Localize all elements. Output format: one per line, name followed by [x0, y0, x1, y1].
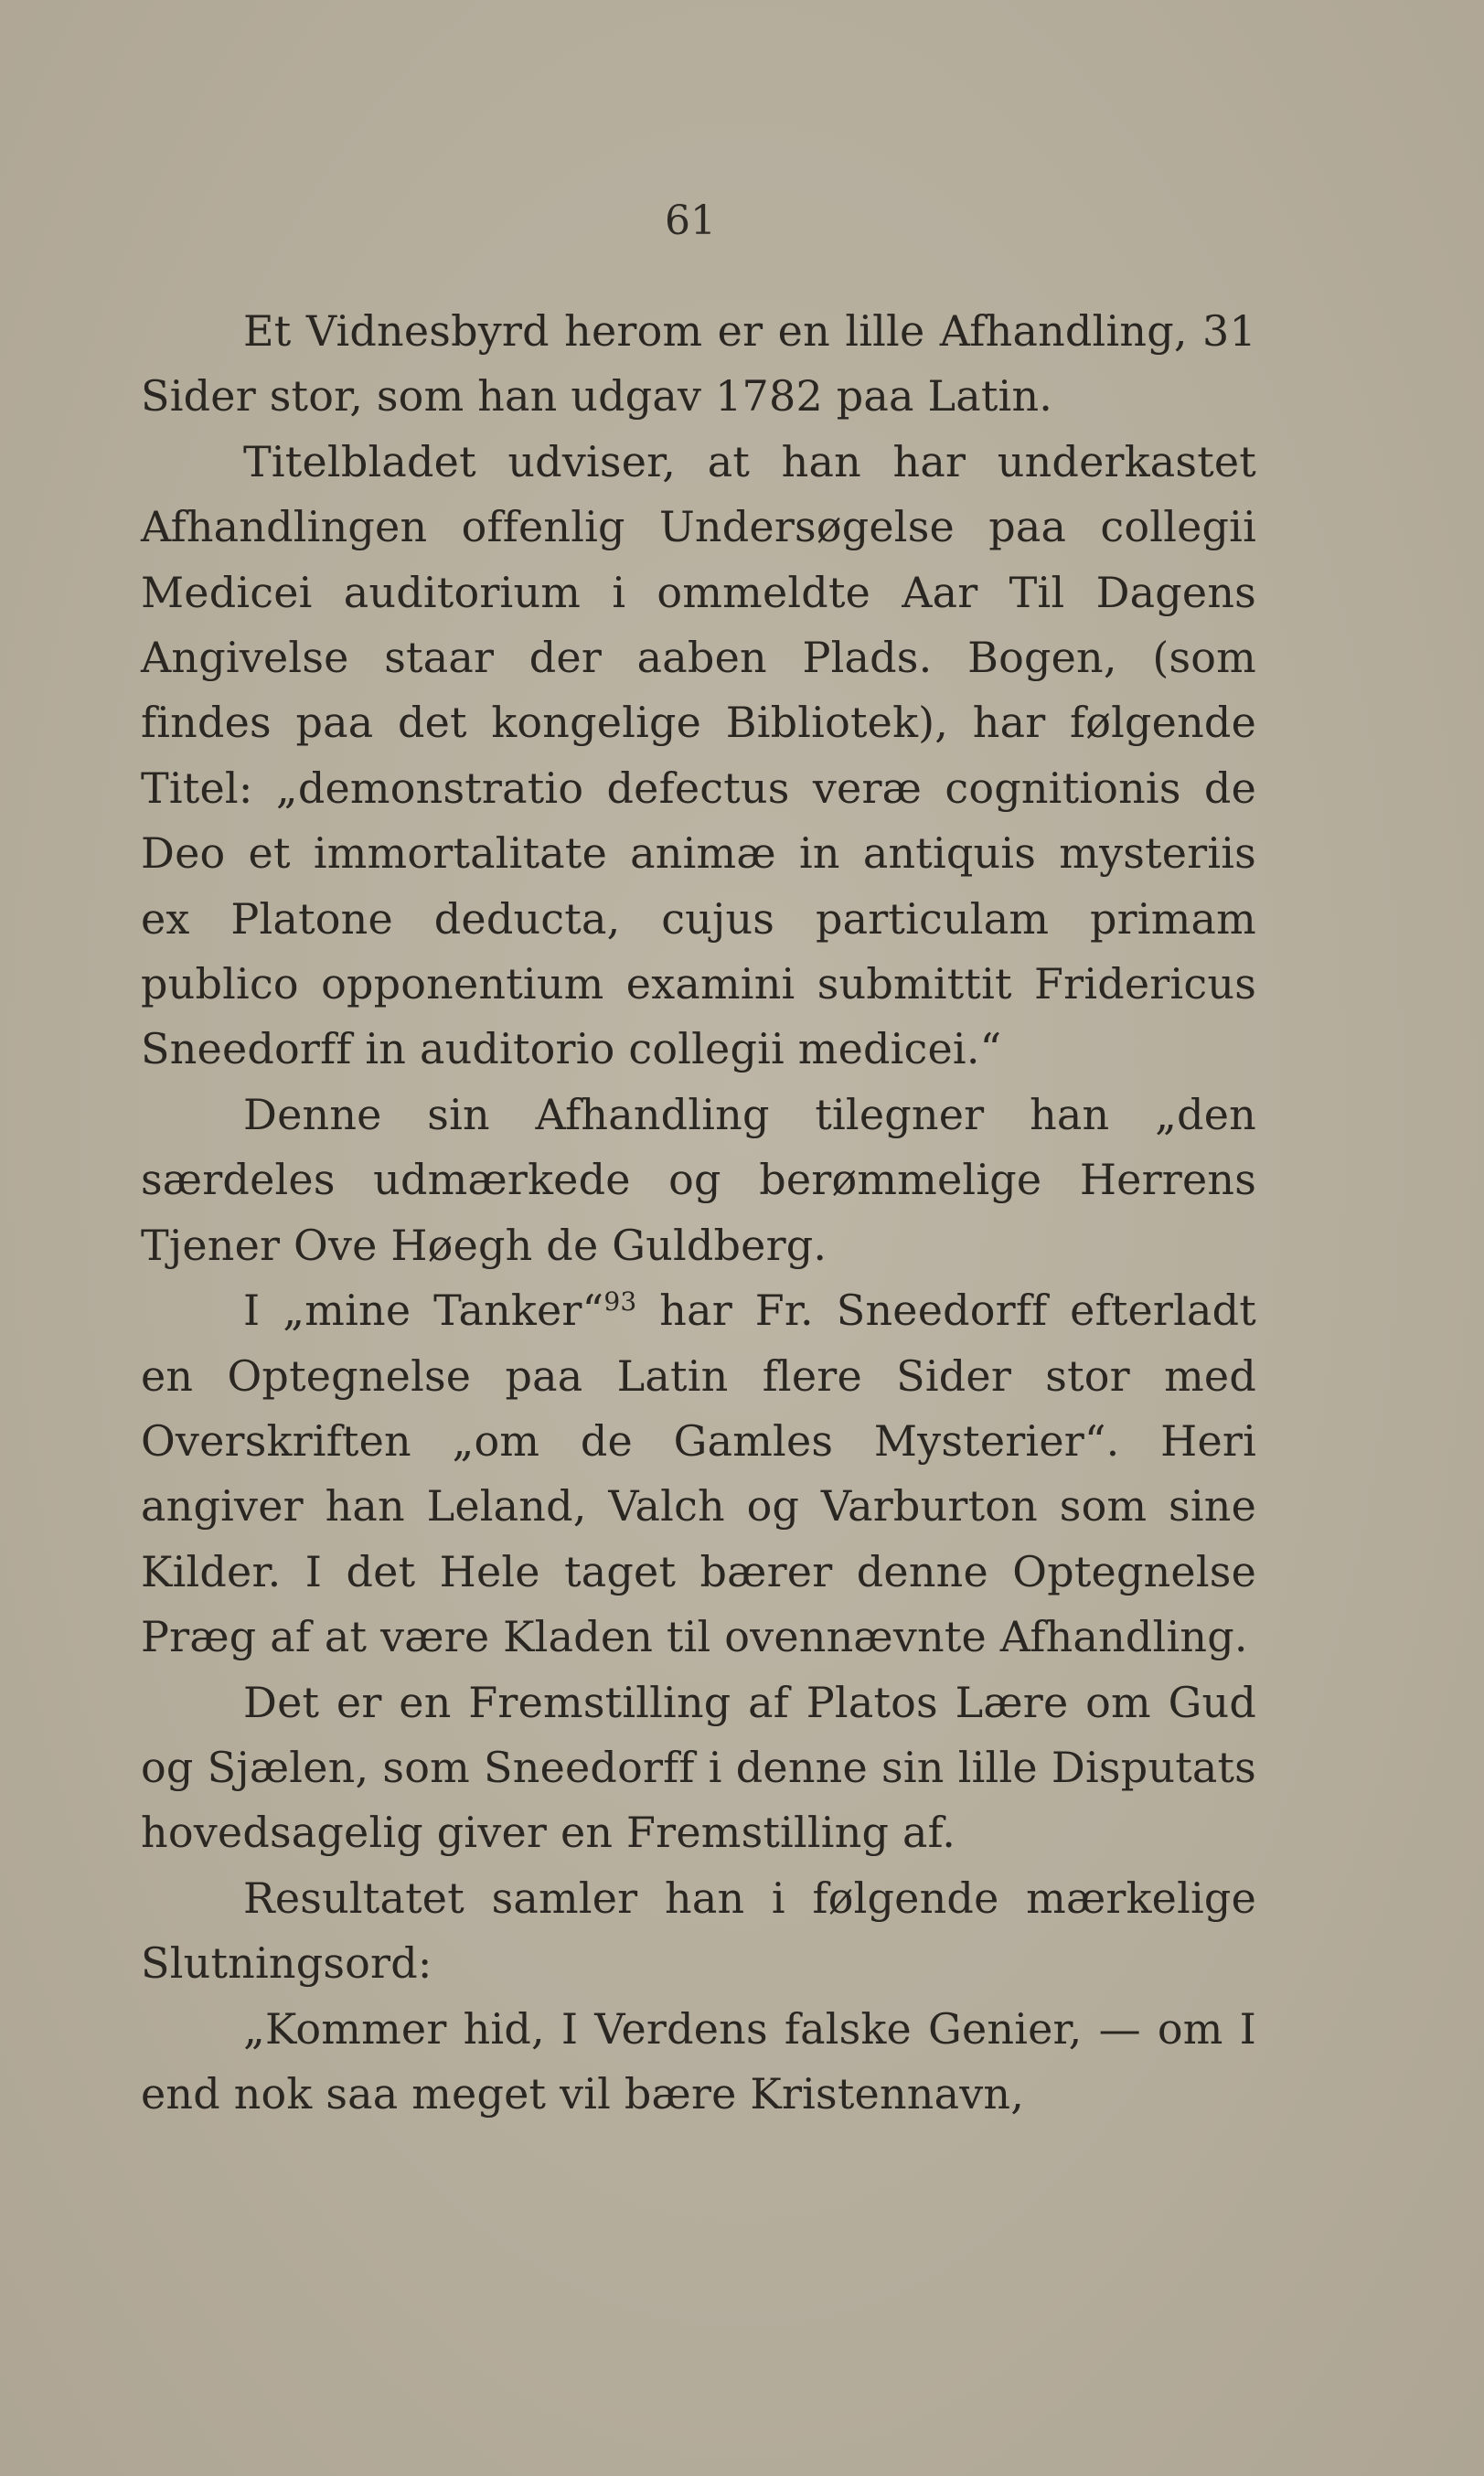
paragraph-4: [141, 1278, 1256, 1670]
footnote-marker: 93: [603, 1286, 637, 1318]
paragraph-7: „Kommer hid, I Verdens falske Genier, — om I end nok saa meget vil bære Kristennavn,: [141, 2003, 1256, 2118]
paragraph-6: Resultatet samler han i følgende mærkelige Slutningsord:: [141, 1873, 1256, 1989]
paragraph-3: Denne sin Afhandling tilegner han „den særdeles udmærkede og berømmelige Herrens Tjener Ove Høegh de Guldberg.: [141, 1089, 1256, 1270]
body-text: [141, 299, 1256, 2127]
page-number: 61: [665, 197, 716, 244]
paragraph-4-rest: har Fr. Sneedorff efterladt en Optegnelse paa Latin flere Sider stor med Overskriften „om de Gamles Mysterier“. Heri angiver han Leland, Valch og Varburton som sine Kilder. I det Hele taget bærer denne Optegnelse Præg af at være Kladen til ovennævnte Afhandling.: [141, 1286, 1256, 1662]
paragraph-4-lead: I „mine Tanker“: [243, 1286, 604, 1336]
paragraph-5: Det er en Fremstilling af Platos Lære om Gud og Sjælen, som Sneedorff i denne sin lille Disputats hovedsagelig giver en Fremstilling af.: [141, 1677, 1256, 1858]
paragraph-2: Titelbladet udviser, at han har underkastet Afhandlingen offenlig Undersøgelse paa collegii Medicei auditorium i ommeldte Aar Til Dagens Angivelse staar der aaben Plads. Bogen, (som findes paa det kongelige Bibliotek), har følgende Titel: „demonstratio defectus veræ cognitionis de Deo et immortalitate animæ in antiquis mysteriis ex Platone deducta, cujus particulam primam publico opponentium examini submittit Fridericus Sneedorff in auditorio collegii medicei.“: [141, 436, 1256, 1074]
paragraph-1: Et Vidnesbyrd herom er en lille Afhandling, 31 Sider stor, som han udgav 1782 paa Latin.: [141, 306, 1256, 422]
